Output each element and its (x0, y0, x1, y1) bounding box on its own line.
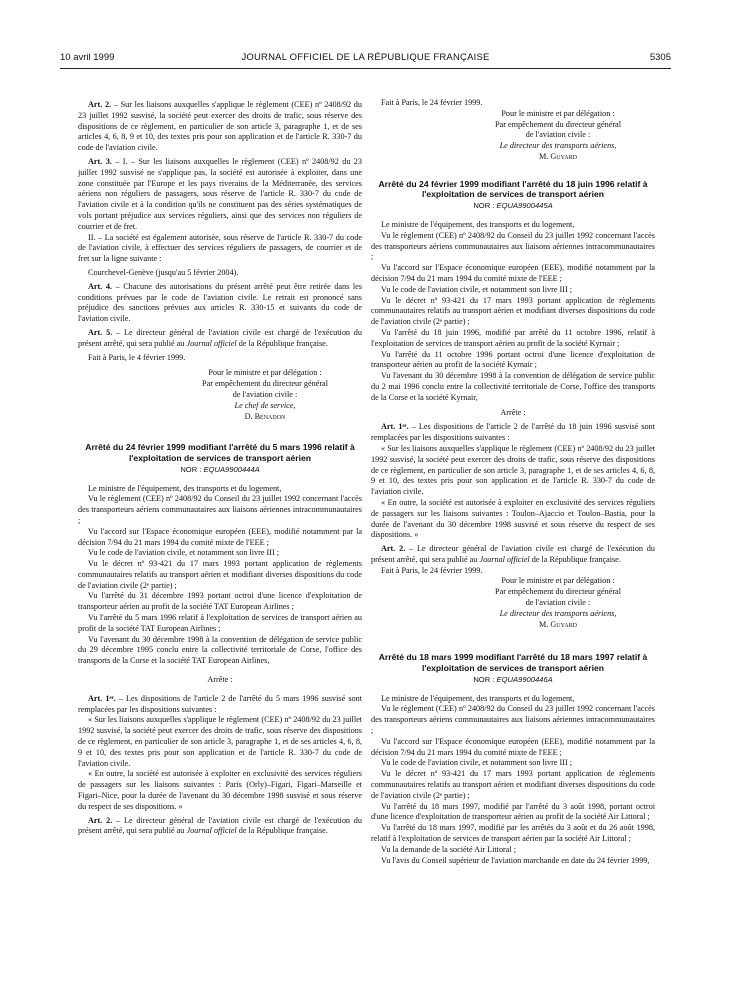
signature-line: de l'aviation civile : (525, 598, 591, 608)
signature-name: D. Bénadon (244, 411, 286, 421)
paragraph: Vu la demande de la société Air Littoral ; (381, 844, 517, 854)
paragraph: « En outre, la société est autorisée à exploiter en exclusivité des services réguliers de passagers sur les liaisons suivantes : Toulon–Ajaccio et Toulon–Bastia, pour la durée de l'avenant du 30 décembre 1998 susvisé et sous réserve du respect de ses dispositions. » (371, 497, 655, 540)
paragraph: Vu le décret nº 93-421 du 17 mars 1993 portant application de règlements communautaires relatifs au transport aérien et modifiant diverses dispositions du code de l'aviation civile (2ᵉ partie) ; (371, 295, 655, 327)
header-date: 10 avril 1999 (60, 52, 115, 63)
paragraph: Vu l'avis du Conseil supérieur de l'aviation marchande en date du 24 février 1999, (381, 855, 650, 865)
paragraph: Art. 2. – Sur les liaisons auxquelles s'applique le règlement (CEE) nº 2408/92 du 23 juillet 1992 susvisé, la société peut exercer des droits de trafic, sous réserve des dispositions de ce règlement, en particulier de son article 3, paragraphe 1, et de ses articles 4, 6, 8, 9 et 10, des textes pris pour son application et de l'article R. 330-7 du code de l'aviation civile. (78, 100, 362, 153)
paragraph: « Sur les liaisons auxquelles s'applique le règlement (CEE) nº 2408/92 du 23 juillet 1992 susvisé, la société peut exercer des droits de trafic, sous réserve des dispositions de ce règlement, en particulier de son article 3, paragraphe 1, et de ses articles 4, 6, 8, 9 et 10, des textes pris pour son application et de l'article R. 330-7 du code de l'aviation civile. (78, 715, 362, 768)
paragraph: Vu le règlement (CEE) nº 2408/92 du Conseil du 23 juillet 1992 concernant l'accès des transporteurs aériens communautaires aux liaisons aériennes intracommunautaires ; (371, 230, 655, 262)
signature-line: de l'aviation civile : (525, 130, 591, 140)
paragraph: Art. 2. – Le directeur général de l'aviation civile est chargé de l'exécution du présent arrêté, qui sera publié au Journal officiel de la République française. (371, 544, 655, 564)
paragraph: Art. 4. – Chacune des autorisations du présent arrêté peut être retirée dans les conditions prévues par le code de l'aviation civile. Le retrait est prononcé sans préjudice des sanctions prévues aux articles R. 330-15 et suivants du code de l'aviation civile. (78, 281, 362, 324)
paragraph: Vu le décret nº 93-421 du 17 mars 1993 portant application de règlements communautaires relatifs au transport aérien et modifiant diverses dispositions du code de l'aviation civile (2ᵉ partie) ; (78, 559, 362, 590)
signature-line: Pour le ministre et par délégation : (208, 368, 322, 378)
signature-line: Pour le ministre et par délégation : (501, 108, 615, 118)
signature-block (371, 576, 655, 630)
paragraph: Vu l'arrêté du 18 juin 1996, modifié par arrêté du 11 octobre 1996, relatif à l'exploitation de services de transport aérien au profit de la société Kyrnair ; (371, 327, 655, 348)
paragraph: II. – La société est également autorisée, sous réserve de l'article R. 330-7 du code de l'aviation civile, à effectuer des services réguliers de passagers, de courrier et de fret sur la ligne suivante : (78, 232, 362, 264)
header-page-number: 5305 (649, 52, 671, 63)
paragraph: Vu l'arrêté du 18 mars 1997, modifié par l'arrêté du 3 août 1998, portant octroi d'une licence d'exploitation de transporteur aérien au profit de la société Air Littoral ; (371, 801, 655, 822)
decree-title: Arrêté du 18 mars 1999 modifiant l'arrêté du 18 mars 1997 relatif à l'exploitation de services de transport aérien (378, 652, 648, 673)
signature-block (371, 109, 655, 163)
nor-reference: NOR : EQUA9900445A (473, 201, 553, 211)
paragraph: Vu le décret nº 93-421 du 17 mars 1993 portant application de règlements communautaires relatifs au transport aérien et modifiant diverses dispositions du code de l'aviation civile (2ᵉ partie) ; (371, 769, 655, 800)
signature-name: M. Guyard (539, 619, 577, 629)
right-column (371, 98, 655, 866)
header-journal-title: JOURNAL OFFICIEL DE LA RÉPUBLIQUE FRANÇAISE (241, 52, 490, 63)
paragraph: Vu l'accord sur l'Espace économique européen (EEE), modifié notamment par la décision 7/94 du 21 mars 1994 du comité mixte de l'EEE ; (371, 736, 655, 757)
paragraph: Vu l'accord sur l'Espace économique européen (EEE), modifié notamment par la décision 7/94 du 21 mars 1994 du comité mixte de l'EEE ; (371, 263, 655, 283)
done-line: Fait à Paris, le 4 février 1999. (88, 352, 186, 362)
page-header (60, 52, 671, 66)
paragraph: Vu le code de l'aviation civile, et notamment son livre III ; (88, 548, 280, 558)
nor-reference: NOR : EQUA9900444A (180, 464, 260, 474)
paragraph: « Sur les liaisons auxquelles s'applique le règlement (CEE) nº 2408/92 du 23 juillet 1992 susvisé, la société peut exercer des droits de trafic, sous réserve des dispositions de ce règlement, en particulier de son article 3, paragraphe 1, et de ses articles 4, 6, 8, 9 et 10, des textes pris pour son application et de l'article R. 330-7 du code de l'aviation civile. (371, 443, 655, 497)
nor-reference: NOR : EQUA9900446A (473, 674, 553, 684)
signature-line: de l'aviation civile : (232, 389, 298, 399)
arrete-heading: Arrête : (207, 675, 233, 685)
signature-line: Par empêchement du directeur général (495, 119, 621, 129)
paragraph: Vu l'avenant du 30 décembre 1998 à la convention de délégation de service public du 2 mai 1996 conclu entre la collectivité territoriale de Corse, l'office des transports de la Corse et la société Kyrnair, (371, 371, 655, 402)
paragraph: Vu le règlement (CEE) nº 2408/92 du Conseil du 23 juillet 1992 concernant l'accès des transporteurs aériens communautaires aux liaisons aériennes intracommunautaires ; (78, 494, 362, 525)
paragraph: Vu le code de l'aviation civile, et notamment son livre III ; (381, 284, 573, 294)
left-column (78, 100, 362, 837)
arrete-heading: Arrête : (500, 407, 526, 417)
paragraph: Vu l'arrêté du 18 mars 1997, modifié par les arrêtés du 3 août et du 26 août 1998, relatif à l'exploitation de services de transport aérien par la société Air Littoral ; (371, 823, 655, 844)
signature-line: Par empêchement du directeur général (202, 379, 328, 389)
paragraph: Vu l'arrêté du 31 décembre 1993 portant octroi d'une licence d'exploitation de transporteur aérien au profit de la société TAT European Airlines ; (78, 591, 362, 612)
signature-line: Le directeur des transports aériens, (499, 141, 617, 151)
paragraph: Vu le règlement (CEE) nº 2408/92 du Conseil du 23 juillet 1992 concernant l'accès des transporteurs aériens communautaires aux liaisons aériennes intracommunautaires ; (371, 704, 655, 736)
signature-line: Pour le ministre et par délégation : (501, 576, 615, 586)
paragraph: Courchevel-Genève (jusqu'au 5 février 2004). (88, 267, 239, 277)
signature-line: Par empêchement du directeur général (495, 587, 621, 597)
paragraph: Vu l'accord sur l'Espace économique européen (EEE), modifié notamment par la décision 7/94 du 21 mars 1994 du comité mixte de l'EEE ; (78, 526, 362, 547)
paragraph: Art. 3. – I. – Sur les liaisons auxquelles le règlement (CEE) nº 2408/92 du 23 juillet 1992 susvisé ne s'applique pas, la société est autorisée à exploiter, dans une zone constituée par l'Europe et les pays riverains de la Méditerranée, des services aériens non réguliers de passagers, sous réserve de l'article R. 330-7 du code de l'aviation civile et à la condition qu'ils ne constituent pas des séries systématiques de vols portant préjudice aux services réguliers, ainsi que des services non réguliers de courrier et de fret. (78, 156, 362, 231)
paragraph: « En outre, la société est autorisée à exploiter en exclusivité des services réguliers de passagers sur les liaisons suivantes : Paris (Orly)–Figari, Figari–Marseille et Figari–Nice, pour la durée de l'avenant du 30 décembre 1998 susvisé et sous réserve du respect de ses dispositions. » (78, 769, 362, 811)
decree-title: Arrêté du 24 février 1999 modifiant l'arrêté du 5 mars 1996 relatif à l'exploitation de services de transport aérien (85, 442, 355, 463)
paragraph: Vu l'arrêté du 5 mars 1996 relatif à l'exploitation de services de transport aérien au profit de la société TAT European Airlines ; (78, 613, 362, 633)
header-rule (60, 68, 671, 69)
decree-title: Arrêté du 24 février 1999 modifiant l'arrêté du 18 juin 1996 relatif à l'exploitation de services de transport aérien (378, 178, 648, 199)
done-line: Fait à Paris, le 24 février 1999. (381, 98, 483, 107)
signature-block (78, 368, 362, 422)
paragraph: Art. 2. – Le directeur général de l'aviation civile est chargé de l'exécution du présent arrêté, qui sera publié au Journal officiel de la République française. (78, 815, 362, 836)
paragraph: Vu le code de l'aviation civile, et notamment son livre III ; (381, 758, 573, 768)
paragraph: Le ministre de l'équipement, des transports et du logement, (381, 219, 575, 229)
signature-line: Le directeur des transports aériens, (499, 608, 617, 618)
paragraph: Art. 1ᵉʳ. – Les dispositions de l'article 2 de l'arrêté du 5 mars 1996 susvisé sont remplacées par les dispositions suivantes : (78, 693, 362, 714)
signature-line: Le chef de service, (234, 400, 296, 410)
paragraph: Vu l'avenant du 30 décembre 1998 à la convention de délégation de service public du 29 décembre 1995 conclu entre la collectivité territoriale de Corse, l'office des transports de la Corse et la société TAT European Airlines, (78, 634, 362, 666)
paragraph: Le ministre de l'équipement, des transports et du logement, (88, 483, 282, 493)
paragraph: Vu l'arrêté du 11 octobre 1996 portant octroi d'une licence d'exploitation de transporteur aérien au profit de la société Kyrnair ; (371, 349, 655, 370)
signature-name: M. Guyard (539, 151, 577, 161)
done-line: Fait à Paris, le 24 février 1999. (381, 565, 483, 575)
paragraph: Art. 1ᵉʳ. – Les dispositions de l'article 2 de l'arrêté du 18 juin 1996 susvisé sont remplacées par les dispositions suivantes : (371, 422, 655, 443)
paragraph: Art. 5. – Le directeur général de l'aviation civile est chargé de l'exécution du présent arrêté, qui sera publié au Journal officiel de la République française. (78, 327, 362, 348)
paragraph: Le ministre de l'équipement, des transports et du logement, (381, 693, 575, 703)
